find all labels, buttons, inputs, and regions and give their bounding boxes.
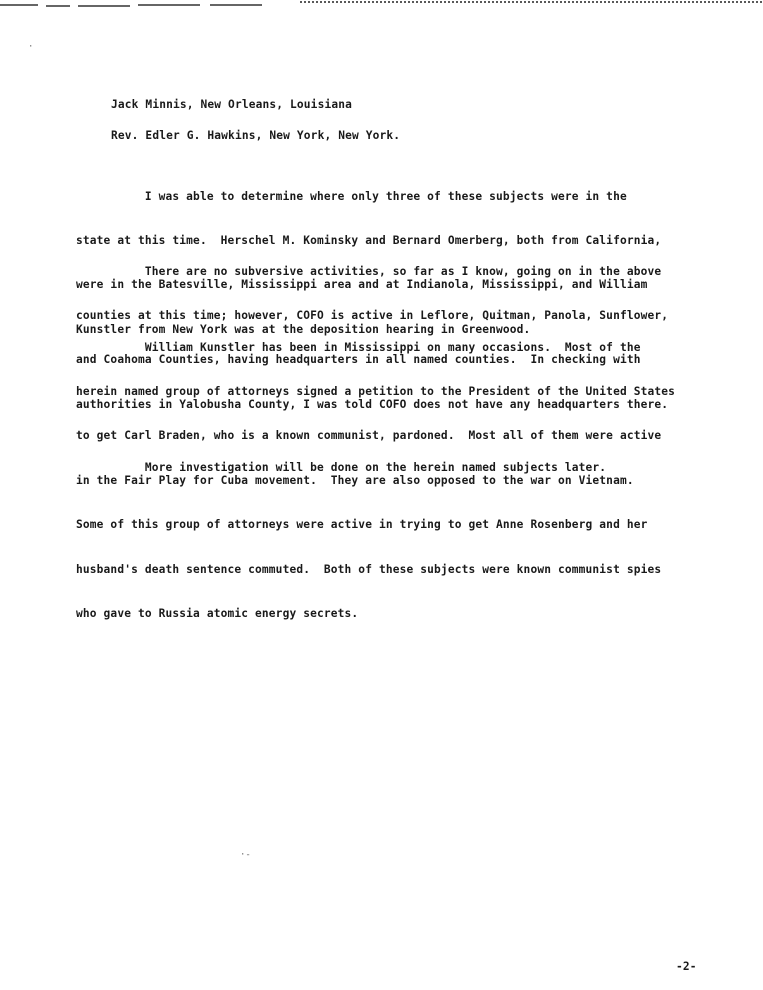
paragraph-further-investigation [76,431,606,505]
top-edge-scan-artifact [0,0,763,10]
paragraph-line: authorities in Yalobusha County, I was told COFO does not have any headquarters there. [76,397,669,411]
paragraph-line: There are no subversive activities, so far as I know, going on in the above [76,264,662,278]
paragraph-line: Kunstler from New York was at the deposition hearing in Greenwood. [76,322,531,336]
scan-speck: · [28,42,34,52]
paragraph-line: husband's death sentence commuted. Both of these subjects were known communist spies [76,562,662,576]
recipient-line-hawkins: Rev. Edler G. Hawkins, New York, New York. [111,129,401,142]
paragraph-line: William Kunstler has been in Mississippi on many occasions. Most of the [76,340,641,354]
paragraph-line: herein named group of attorneys signed a petition to the President of the United States [76,384,676,398]
paragraph-line: who gave to Russia atomic energy secrets. [76,606,359,620]
paragraph-line: and Coahoma Counties, having headquarters in all named counties. In checking with [76,353,641,367]
scan-speck: ·- [240,850,251,860]
paragraph-line: were in the Batesville, Mississippi area and at Indianola, Mississippi, and William [76,278,648,292]
paragraph-line: to get Carl Braden, who is a known communist, pardoned. Most all of them were active [76,429,662,443]
paragraph-line: I was able to determine where only three of these subjects were in the [76,189,627,203]
paragraph-line: state at this time. Herschel M. Kominsky and Bernard Omerberg, both from California, [76,233,662,247]
paragraph-line: counties at this time; however, COFO is active in Leflore, Quitman, Panola, Sunflower, [76,308,669,322]
paragraph-line: Some of this group of attorneys were active in trying to get Anne Rosenberg and her [76,518,648,532]
paragraph-line: More investigation will be done on the herein named subjects later. [76,460,607,474]
paragraph-line: in the Fair Play for Cuba movement. They are also opposed to the war on Vietnam. [76,473,634,487]
page-number: -2- [676,960,697,973]
recipient-line-minnis: Jack Minnis, New Orleans, Louisiana [111,98,352,111]
